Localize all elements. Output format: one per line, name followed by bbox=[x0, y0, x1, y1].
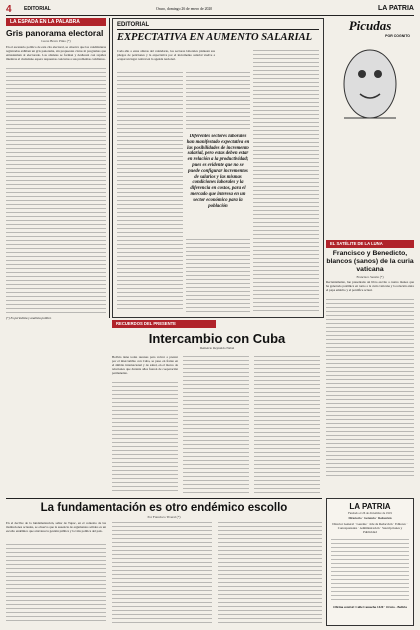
cartoon-subtitle: POR COGNITO bbox=[385, 34, 410, 38]
column-footer: (*) Es periodista y analista político bbox=[6, 317, 52, 320]
column-separator bbox=[109, 18, 110, 318]
satellite-kicker: EL SATÉLITE DE LA LUNA bbox=[326, 240, 414, 248]
editorial-pullquote: Diferentes sectores laborales han manifestado expectativa en las posibilidades de incremento salarial, pero estas deben estar en relación a la productividad; pues es evidente que no se puede configurar incrementos de salarios y las mismas condiciones laborales y la diferencia en costos, para el mercado que interesa en un sector económico para la población bbox=[186, 134, 250, 209]
masthead-subtitle: Directorio · Gerencia · Redacción bbox=[348, 516, 392, 520]
column-title: Gris panorama electoral bbox=[6, 28, 104, 38]
cartoon-illustration-icon bbox=[332, 44, 408, 130]
fundamentacion-lead: En el declive de la fundamentación, señor de Tupac, en el contexto de las instituciones actuales, se observa que la ausencia de argumentos sólidos es un escollo endémico que atraviesa la gestión pública y la vida política del país. bbox=[6, 522, 106, 533]
cartoon-title: Picudas bbox=[348, 18, 392, 33]
section-label: EDITORIAL bbox=[24, 6, 51, 12]
cuba-kicker: RECUERDOS DEL PRESENTE bbox=[112, 320, 216, 328]
masthead-staff-list bbox=[331, 539, 409, 603]
column-byline: Lucas Bravo Pinto (*) bbox=[41, 39, 71, 43]
column-body-text bbox=[6, 68, 106, 315]
article-top-rule bbox=[6, 498, 322, 499]
masthead-staff: Director General · Gerente · Jefe de Redacción · Editores · Corresponsales · Administración · Suscripciones y Publicidad bbox=[332, 523, 408, 534]
fundamentacion-article bbox=[6, 498, 322, 626]
dateline: Oruro, domingo 26 de enero de 2020 bbox=[156, 7, 213, 11]
satellite-body-text bbox=[326, 299, 414, 479]
header-rule bbox=[6, 15, 414, 16]
column-lead: En el escenario político de esta cita electoral, se observa que las candidaturas registradas exhiben un gris panorama, sin propuestas claras ni programas que entusiasmen al electorado. Las alianzas se forman y deshacen con rapidez mientras el ciudadano espera respuestas concretas a sus problemas cotidianos. bbox=[6, 46, 106, 61]
satellite-column bbox=[326, 240, 414, 490]
satellite-lead: Recientemente, fue presentado un libro escrito a cuatro manos que ha generado polémica en torno a la curia vaticana y la relación entre el papa emérito y el pontífice actual. bbox=[326, 281, 414, 292]
editorial-box bbox=[112, 18, 324, 318]
fundamentacion-body-col3 bbox=[218, 522, 322, 624]
fundamentacion-title: La fundamentación es otro endémico escollo bbox=[40, 502, 288, 514]
fundamentacion-byline: Por Francisco Tiveral (*) bbox=[147, 515, 181, 519]
editorial-kicker: EDITORIAL bbox=[117, 22, 319, 30]
editorial-body-mid-bottom bbox=[186, 239, 250, 312]
header-newspaper-name: LA PATRIA bbox=[377, 5, 414, 12]
column-kicker: LA ESPADA EN LA PALABRA bbox=[6, 18, 106, 26]
satellite-title: Francisco y Benedicto, blancos (sanos) de la curia vaticana bbox=[326, 250, 414, 273]
editorial-body-left bbox=[117, 72, 183, 312]
masthead-founded: Fundado el 26 de diciembre de 1919 bbox=[348, 511, 392, 515]
cartoon-area bbox=[326, 18, 414, 136]
editorial-body-mid-top bbox=[186, 72, 250, 130]
page-header bbox=[6, 4, 414, 16]
editorial-body-right bbox=[253, 50, 319, 312]
satellite-byline: Francisco Sesión (*) bbox=[356, 275, 384, 279]
cuba-body-col3 bbox=[254, 356, 320, 494]
masthead-name: LA PATRIA bbox=[349, 502, 391, 511]
cuba-lead: Bolivia tiene todas razones para volver a prestar por el intercambio con Cuba, se puso en frente en el ámbito internacional y de salud, en el marco de relaciones que durante años fueron de cooperación permanente. bbox=[112, 356, 178, 375]
masthead-footer: Oficina central: Calle Camacho 1420 · Oruro - Bolivia bbox=[333, 606, 407, 609]
page-number: 4 bbox=[6, 4, 12, 15]
opinion-column-left bbox=[6, 18, 106, 318]
fundamentacion-body-col2 bbox=[112, 522, 212, 624]
editorial-title: EXPECTATIVA EN AUMENTO SALARIAL bbox=[117, 32, 312, 43]
cuba-title: Intercambio con Cuba bbox=[148, 331, 286, 346]
cuba-body-col1 bbox=[112, 382, 178, 494]
masthead-box bbox=[326, 498, 414, 626]
fundamentacion-body-col1 bbox=[6, 544, 106, 624]
cuba-body-col2 bbox=[183, 356, 249, 494]
cuba-article bbox=[112, 320, 322, 495]
editorial-lead: Cada año a estas alturas del calendario, los sectores laborales plantean sus pliegos de peticiones y la expectativa por el incremento salarial vuelve a ocupar un lugar central en la agenda nacional. bbox=[117, 50, 215, 61]
cuba-byline: Demetrio Reynaldo Nabal bbox=[199, 346, 235, 350]
